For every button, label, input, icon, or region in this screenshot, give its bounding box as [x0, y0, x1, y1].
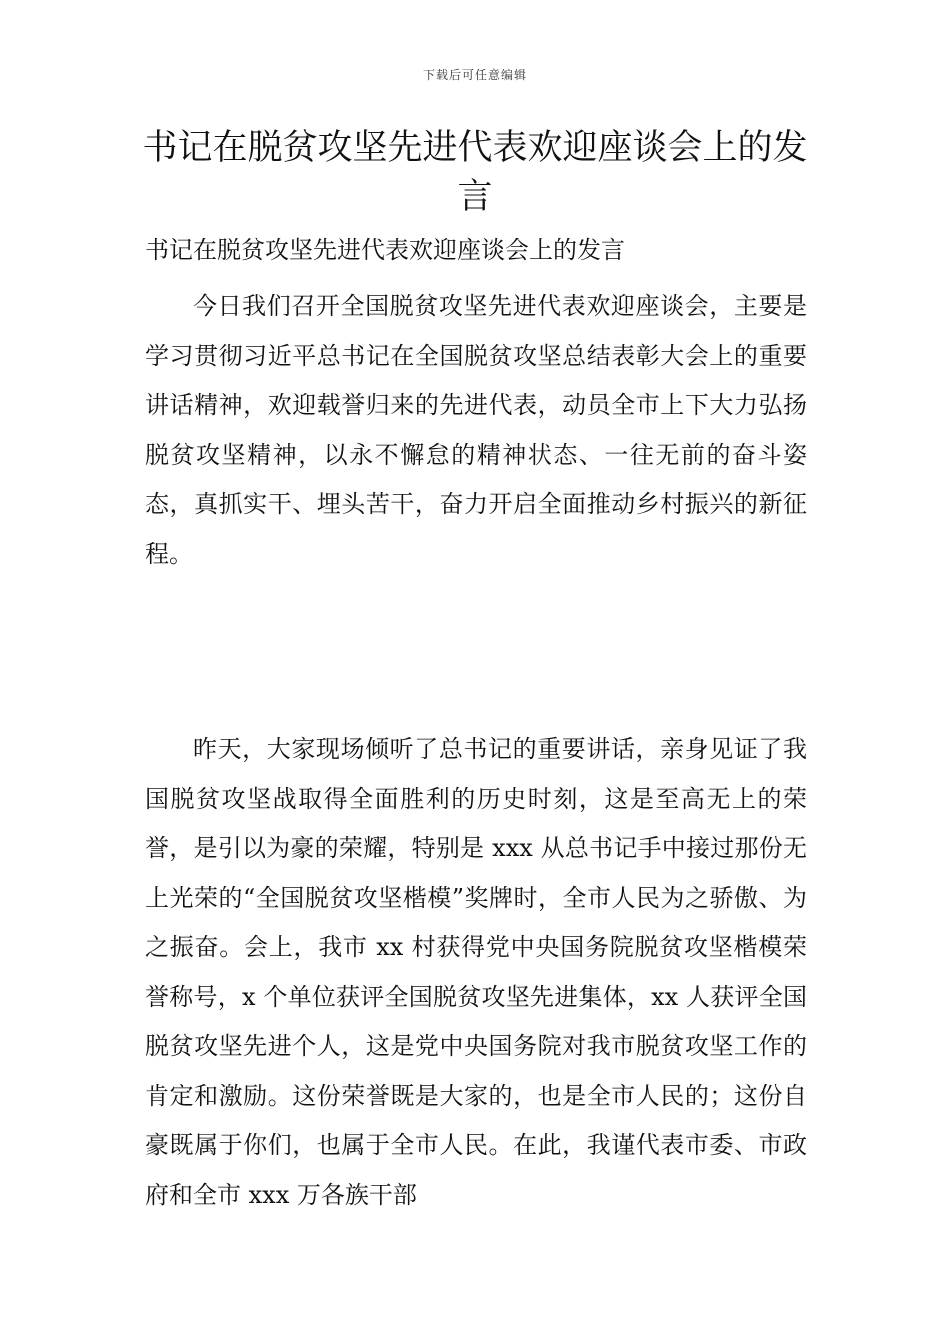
- header-note: 下载后可任意编辑: [422, 68, 527, 82]
- document-subtitle: 书记在脱贫攻坚先进代表欢迎座谈会上的发言: [145, 236, 625, 264]
- paragraph-1: 今日我们召开全国脱贫攻坚先进代表欢迎座谈会，主要是学习贯彻习近平总书记在全国脱贫攻坚总结表彰大会上的重要讲话精神，欢迎载誉归来的先进代表，动员全市上下大力弘扬脱贫攻坚精神，以永不懈怠的精神状态、一往无前的奋斗姿态，真抓实干、埋头苦干，奋力开启全面推动乡村振兴的新征程。: [145, 292, 807, 568]
- paragraph-2: 昨天，大家现场倾听了总书记的重要讲话，亲身见证了我国脱贫攻坚战取得全面胜利的历史时刻，这是至高无上的荣誉，是引以为豪的荣耀，特别是 xxx 从总书记手中接过那份无上光荣的“全国脱贫攻坚楷模”奖牌时，全市人民为之骄傲、为之振奋。会上，我市 xx 村获得党中央国务院脱贫攻坚楷模荣誉称号，x 个单位获评全国脱贫攻坚先进集体，xx 人获评全国脱贫攻坚先进个人，这是党中央国务院对我市脱贫攻坚工作的肯定和激励。这份荣誉既是大家的，也是全市人民的；这份自豪既属于你们，也属于全市人民。在此，我谨代表市委、市政府和全市 xxx 万各族干部: [145, 735, 807, 1209]
- document-title: 书记在脱贫攻坚先进代表欢迎座谈会上的发言: [142, 128, 808, 217]
